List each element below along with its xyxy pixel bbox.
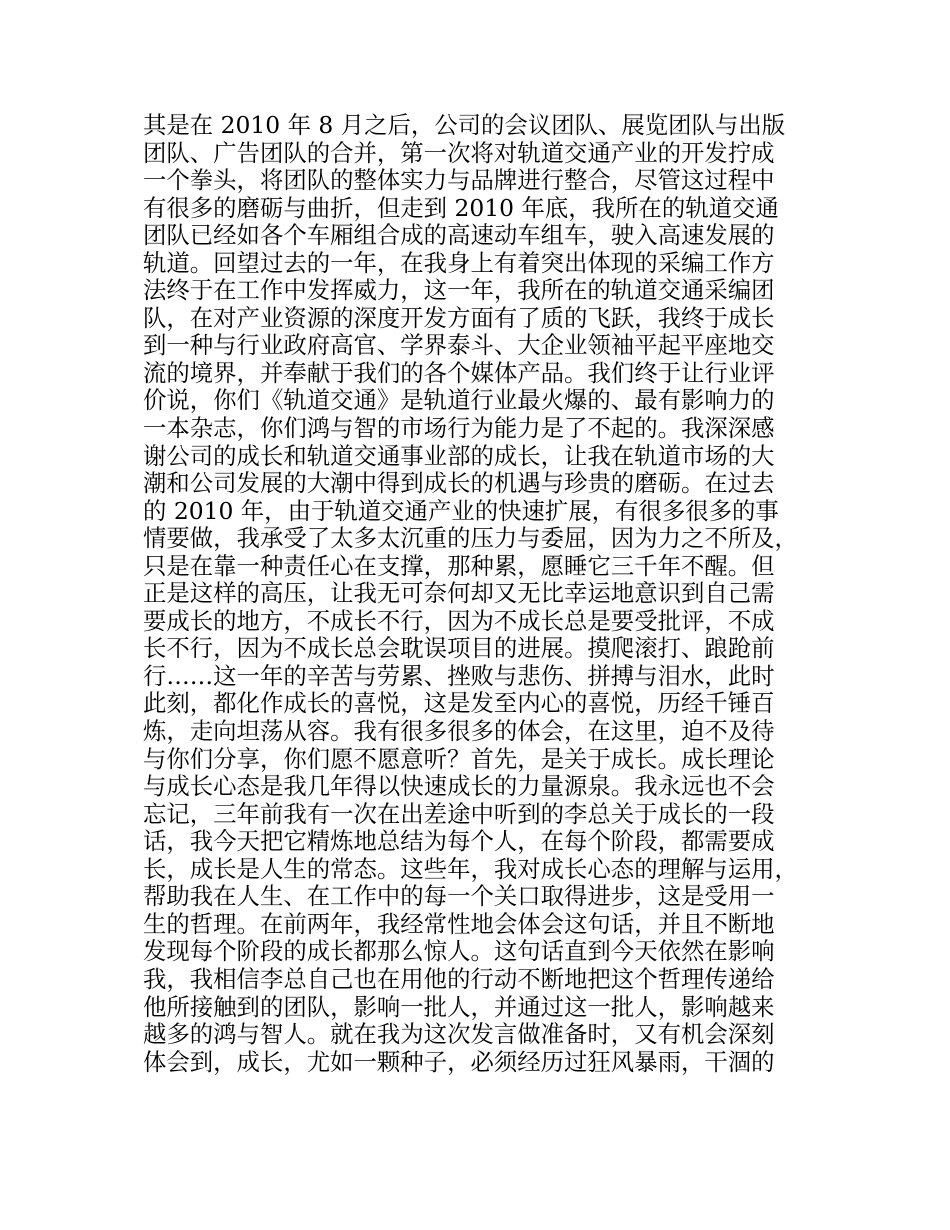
text-line: 流的境界，并奉献于我们的各个媒体产品。我们终于让行业评 bbox=[143, 358, 775, 387]
text-line: 法终于在工作中发挥威力，这一年，我所在的轨道交通采编团 bbox=[143, 276, 775, 305]
text-line: 队，在对产业资源的深度开发方面有了质的飞跃，我终于成长 bbox=[143, 303, 775, 332]
body-paragraph bbox=[143, 112, 823, 1076]
text-line: 只是在靠一种责任心在支撑，那种累，愿睡它三千年不醒。但 bbox=[143, 551, 775, 580]
text-line: 发现每个阶段的成长都那么惊人。这句话直到今天依然在影响 bbox=[143, 937, 775, 966]
text-line: 越多的鸿与智人。就在我为这次发言做准备时，又有机会深刻 bbox=[143, 1020, 775, 1049]
text-line: 轨道。回望过去的一年，在我身上有着突出体现的采编工作方 bbox=[143, 248, 775, 277]
text-line: 与成长心态是我几年得以快速成长的力量源泉。我永远也不会 bbox=[143, 772, 775, 801]
text-line: 体会到，成长，尤如一颗种子，必须经历过狂风暴雨，干涸的 bbox=[143, 1047, 775, 1076]
text-line: 炼，走向坦荡从容。我有很多很多的体会，在这里，迫不及待 bbox=[143, 717, 775, 746]
text-line: 此刻，都化作成长的喜悦，这是发至内心的喜悦，历经千锤百 bbox=[143, 689, 775, 718]
text-line: 有很多的磨砺与曲折，但走到 2010 年底，我所在的轨道交通 bbox=[143, 193, 779, 222]
text-line: 忘记，三年前我有一次在出差途中听到的李总关于成长的一段 bbox=[143, 799, 775, 828]
text-line: 情要做，我承受了太多太沉重的压力与委屈，因为力之不所及， bbox=[143, 524, 798, 553]
text-line: 帮助我在人生、在工作中的每一个关口取得进步，这是受用一 bbox=[143, 882, 775, 911]
text-line: 要成长的地方，不成长不行，因为不成长总是要受批评，不成 bbox=[143, 606, 775, 635]
text-line: 谢公司的成长和轨道交通事业部的成长，让我在轨道市场的大 bbox=[143, 441, 775, 470]
text-line: 到一种与行业政府高官、学界泰斗、大企业领袖平起平座地交 bbox=[143, 331, 775, 360]
text-line: 正是这样的高压，让我无可奈何却又无比幸运地意识到自己需 bbox=[143, 579, 775, 608]
text-line: 与你们分享，你们愿不愿意听？首先，是关于成长。成长理论 bbox=[143, 744, 775, 773]
text-line: 长不行，因为不成长总会耽误项目的进展。摸爬滚打、踉跄前 bbox=[143, 634, 775, 663]
text-line: 话，我今天把它精炼地总结为每个人，在每个阶段，都需要成 bbox=[143, 827, 775, 856]
text-line: 的 2010 年，由于轨道交通产业的快速扩展，有很多很多的事 bbox=[143, 496, 779, 525]
text-line: 行……这一年的辛苦与劳累、挫败与悲伤、拼搏与泪水，此时 bbox=[143, 661, 775, 690]
text-line: 潮和公司发展的大潮中得到成长的机遇与珍贵的磨砺。在过去 bbox=[143, 469, 775, 498]
text-line: 团队已经如各个车厢组合成的高速动车组车，驶入高速发展的 bbox=[143, 221, 775, 250]
text-line: 长，成长是人生的常态。这些年，我对成长心态的理解与运用， bbox=[143, 854, 798, 883]
text-line: 一本杂志，你们鸿与智的市场行为能力是了不起的。我深深感 bbox=[143, 414, 775, 443]
text-line: 我，我相信李总自己也在用他的行动不断地把这个哲理传递给 bbox=[143, 964, 775, 993]
text-line: 一个拳头，将团队的整体实力与品牌进行整合，尽管这过程中 bbox=[143, 166, 775, 195]
text-line: 他所接触到的团队，影响一批人，并通过这一批人，影响越来 bbox=[143, 992, 775, 1021]
text-line: 其是在 2010 年 8 月之后，公司的会议团队、展览团队与出版 bbox=[143, 111, 786, 139]
text-line: 价说，你们《轨道交通》是轨道行业最火爆的、最有影响力的 bbox=[143, 386, 775, 415]
text-line: 生的哲理。在前两年，我经常性地会体会这句话，并且不断地 bbox=[143, 909, 775, 938]
text-line: 团队、广告团队的合并，第一次将对轨道交通产业的开发拧成 bbox=[143, 138, 775, 167]
